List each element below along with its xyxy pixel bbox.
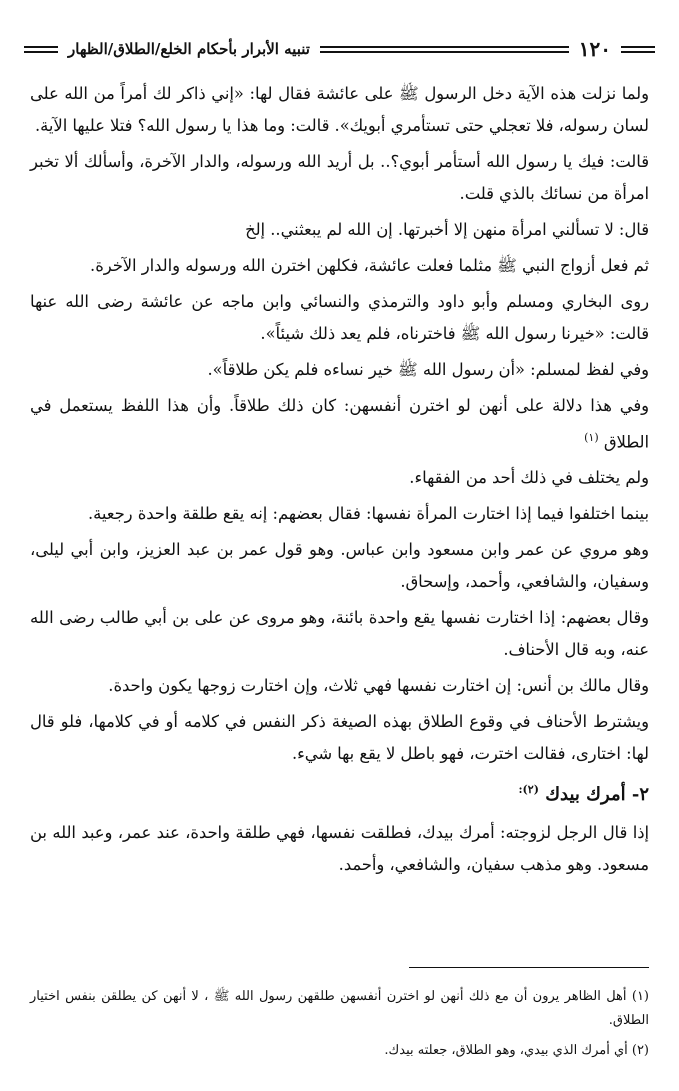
section-heading-text: ٢- أمرك بيدك	[545, 784, 649, 806]
paragraph-text: وفي هذا دلالة على أنهن لو اخترن أنفسهن: كان ذلك طلاقاً. وأن هذا اللفظ يستعمل في الطلاق	[30, 396, 649, 452]
paragraph: وفي لفظ لمسلم: «أن رسول الله ﷺ خير نساءه فلم يكن طلاقاً».	[207, 360, 649, 379]
paragraph: ويشترط الأحناف في وقوع الطلاق بهذه الصيغة ذكر النفس في كلامه أو في كلامها، فلو قال لها: اختارى، فقالت اخترت، فهو باطل لا يقع بها شيء.	[30, 712, 649, 764]
paragraph: قال: لا تسألني امرأة منهن إلا أخبرتها. إن الله لم يبعثني.. إلخ	[245, 220, 649, 239]
paragraph: ولما نزلت هذه الآية دخل الرسول ﷺ على عائشة فقال لها: «إني ذاكر لك أمراً من الله على لسان رسوله، فلا تعجلي حتى تستأمري أبويك». قالت: وما هذا يا رسول الله؟ فتلا عليها الآية.	[30, 84, 649, 135]
footnote: (١) أهل الظاهر يرون أن مع ذلك أنهن لو اخترن أنفسهن طلقهن رسول الله ﷺ ، لا أنهن كن يطلقن بنفس اختيار الطلاق.	[30, 989, 649, 1028]
paragraph: ثم فعل أزواج النبي ﷺ مثلما فعلت عائشة، فكلهن اخترن الله ورسوله والدار الآخرة.	[90, 256, 649, 275]
footnote-reference: (٢):	[518, 783, 539, 797]
footnotes	[30, 985, 649, 1069]
paragraph: قالت: فيك يا رسول الله أستأمر أبوي؟.. بل أريد الله ورسوله، والدار الآخرة، وأسألك ألا تخبر امرأة من نسائك بالذي قلت.	[30, 152, 649, 203]
paragraph	[30, 390, 649, 458]
header-rule-middle	[320, 46, 569, 53]
section-heading	[30, 774, 649, 811]
paragraph: بينما اختلفوا فيما إذا اختارت المرأة نفسها: فقال بعضهم: إنه يقع طلقة واحدة رجعية.	[87, 504, 649, 524]
running-title: تنبيه الأبرار بأحكام الخلع/الطلاق/الظهار	[68, 40, 310, 58]
header-rule-right	[621, 46, 655, 53]
header-rule-left	[24, 46, 58, 53]
footnote: (٢) أي أمرك الذي بيدي، وهو الطلاق، جعلته بيدك.	[384, 1043, 649, 1058]
page-header	[24, 34, 655, 64]
paragraph: وقال بعضهم: إذا اختارت نفسها يقع واحدة بائنة، وهو مروى عن على بن أبي طالب رضى الله عنه، وبه قال الأحناف.	[30, 608, 649, 660]
paragraph: إذا قال الرجل لزوجته: أمرك بيدك، فطلقت نفسها، فهي طلقة واحدة، عند عمر، وعبد الله بن مسعود. وهو مذهب سفيان، والشافعي، وأحمد.	[30, 823, 649, 875]
footnote-reference: (١)	[584, 431, 599, 444]
paragraph: وقال مالك بن أنس: إن اختارت نفسها فهي ثلاث، وإن اختارت زوجها يكون واحدة.	[108, 676, 649, 696]
paragraph: روى البخاري ومسلم وأبو داود والترمذي والنسائي وابن ماجه عن عائشة رضى الله عنها قالت: «خيرنا رسول الله ﷺ فاخترناه، فلم يعد ذلك شيئاً».	[30, 292, 649, 343]
paragraph: ولم يختلف في ذلك أحد من الفقهاء.	[409, 468, 649, 488]
main-text	[30, 78, 649, 885]
paragraph: وهو مروي عن عمر وابن مسعود وابن عباس. وهو قول عمر بن عبد العزيز، وابن أبي ليلى، وسفيان، والشافعي، وأحمد، وإسحاق.	[30, 540, 649, 592]
footnote-separator	[409, 967, 649, 968]
page-number: ١٢٠	[578, 37, 611, 61]
